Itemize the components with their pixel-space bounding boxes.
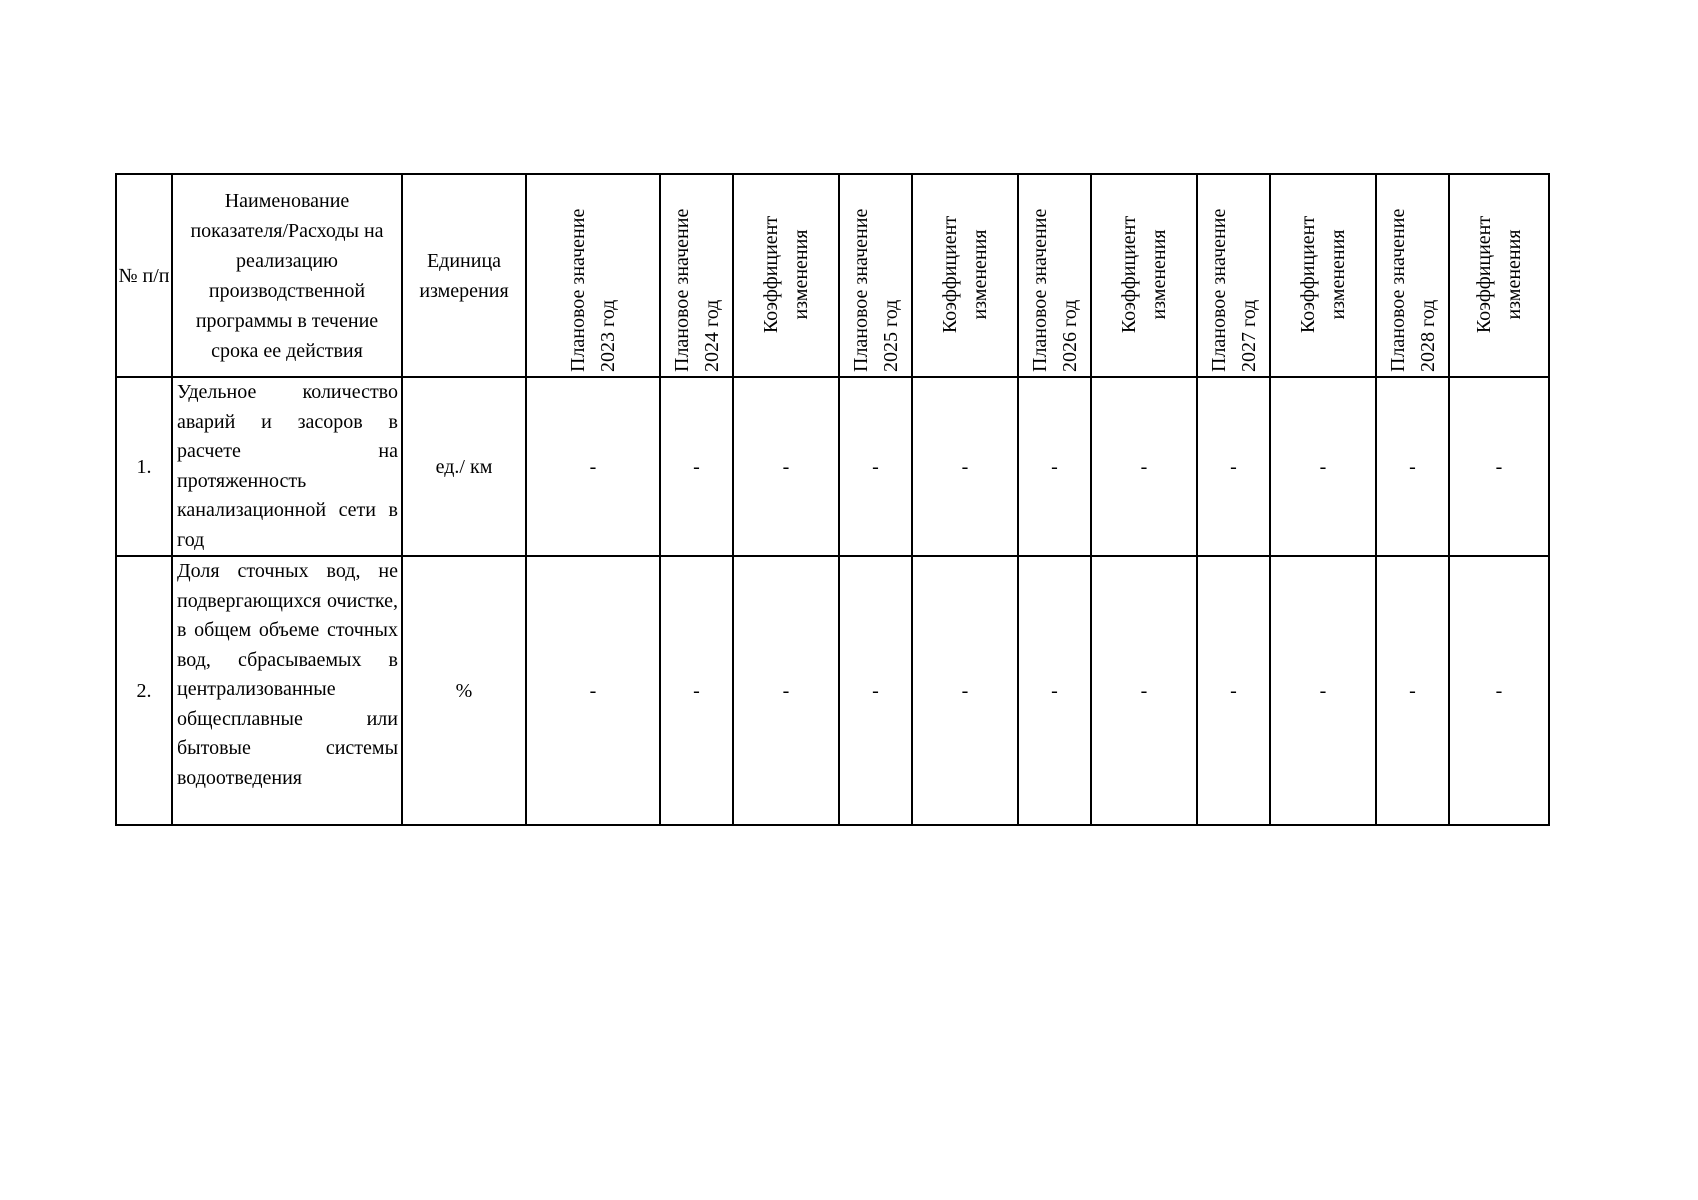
table-header-row [116,174,1549,377]
row-value-plan-2027: - [1197,556,1270,825]
row-value-plan-2024: - [660,377,733,556]
header-plan-2026 [1018,174,1091,377]
header-plan-2023 [526,174,660,377]
row-value-plan-2023: - [526,556,660,825]
row-value-coef-2025: - [912,377,1018,556]
header-plan-2028-label: Плановое значение 2028 год [1386,208,1439,372]
row-number: 2. [116,556,172,825]
row-unit: ед./ км [402,377,526,556]
table-row [116,377,1549,556]
header-coef-2027-label: Коэффициент изменения [1297,215,1349,334]
row-value-coef-2028: - [1449,556,1549,825]
document-page [115,173,1550,826]
row-value-plan-2028: - [1376,377,1449,556]
row-value-plan-2024: - [660,556,733,825]
header-plan-2025-label: Плановое значение 2025 год [849,208,902,372]
row-value-coef-2025: - [912,556,1018,825]
header-coef-2027 [1270,174,1376,377]
row-value-plan-2026: - [1018,556,1091,825]
header-plan-2027 [1197,174,1270,377]
header-coef-2024-label: Коэффициент изменения [760,215,812,334]
row-number: 1. [116,377,172,556]
row-value-plan-2027: - [1197,377,1270,556]
table-row [116,556,1549,825]
row-value-coef-2027: - [1270,377,1376,556]
header-plan-2025 [839,174,912,377]
header-unit: Единица измерения [402,174,526,377]
header-plan-2023-label: Плановое значение 2023 год [567,208,619,372]
header-coef-2026-label: Коэффициент изменения [1118,215,1170,334]
row-value-plan-2028: - [1376,556,1449,825]
header-coef-2026 [1091,174,1197,377]
header-plan-2027-label: Плановое значение 2027 год [1207,208,1260,372]
header-plan-2024 [660,174,733,377]
row-value-coef-2026: - [1091,556,1197,825]
header-coef-2028 [1449,174,1549,377]
indicators-table [115,173,1550,826]
header-indicator-name: Наименование показателя/Расходы на реализацию производственной программы в течение срока ее действия [172,174,402,377]
row-value-plan-2025: - [839,377,912,556]
header-number: № п/п [116,174,172,377]
row-value-plan-2023: - [526,377,660,556]
header-plan-2024-label: Плановое значение 2024 год [670,208,723,372]
row-value-coef-2026: - [1091,377,1197,556]
header-coef-2025-label: Коэффициент изменения [939,215,991,334]
row-indicator-name: Удельное количество аварий и засоров в расчете на протяженность канализационной сети в год [172,377,402,556]
row-indicator-name: Доля сточных вод, не подвергающихся очистке, в общем объеме сточных вод, сбрасываемых в централизованные общесплавные или бытовые системы водоотведения [172,556,402,825]
row-value-plan-2025: - [839,556,912,825]
row-value-coef-2028: - [1449,377,1549,556]
row-value-plan-2026: - [1018,377,1091,556]
row-value-coef-2024: - [733,377,839,556]
header-coef-2025 [912,174,1018,377]
row-value-coef-2024: - [733,556,839,825]
row-value-coef-2027: - [1270,556,1376,825]
row-unit: % [402,556,526,825]
header-plan-2028 [1376,174,1449,377]
header-plan-2026-label: Плановое значение 2026 год [1028,208,1081,372]
header-coef-2028-label: Коэффициент изменения [1473,215,1525,334]
header-coef-2024 [733,174,839,377]
